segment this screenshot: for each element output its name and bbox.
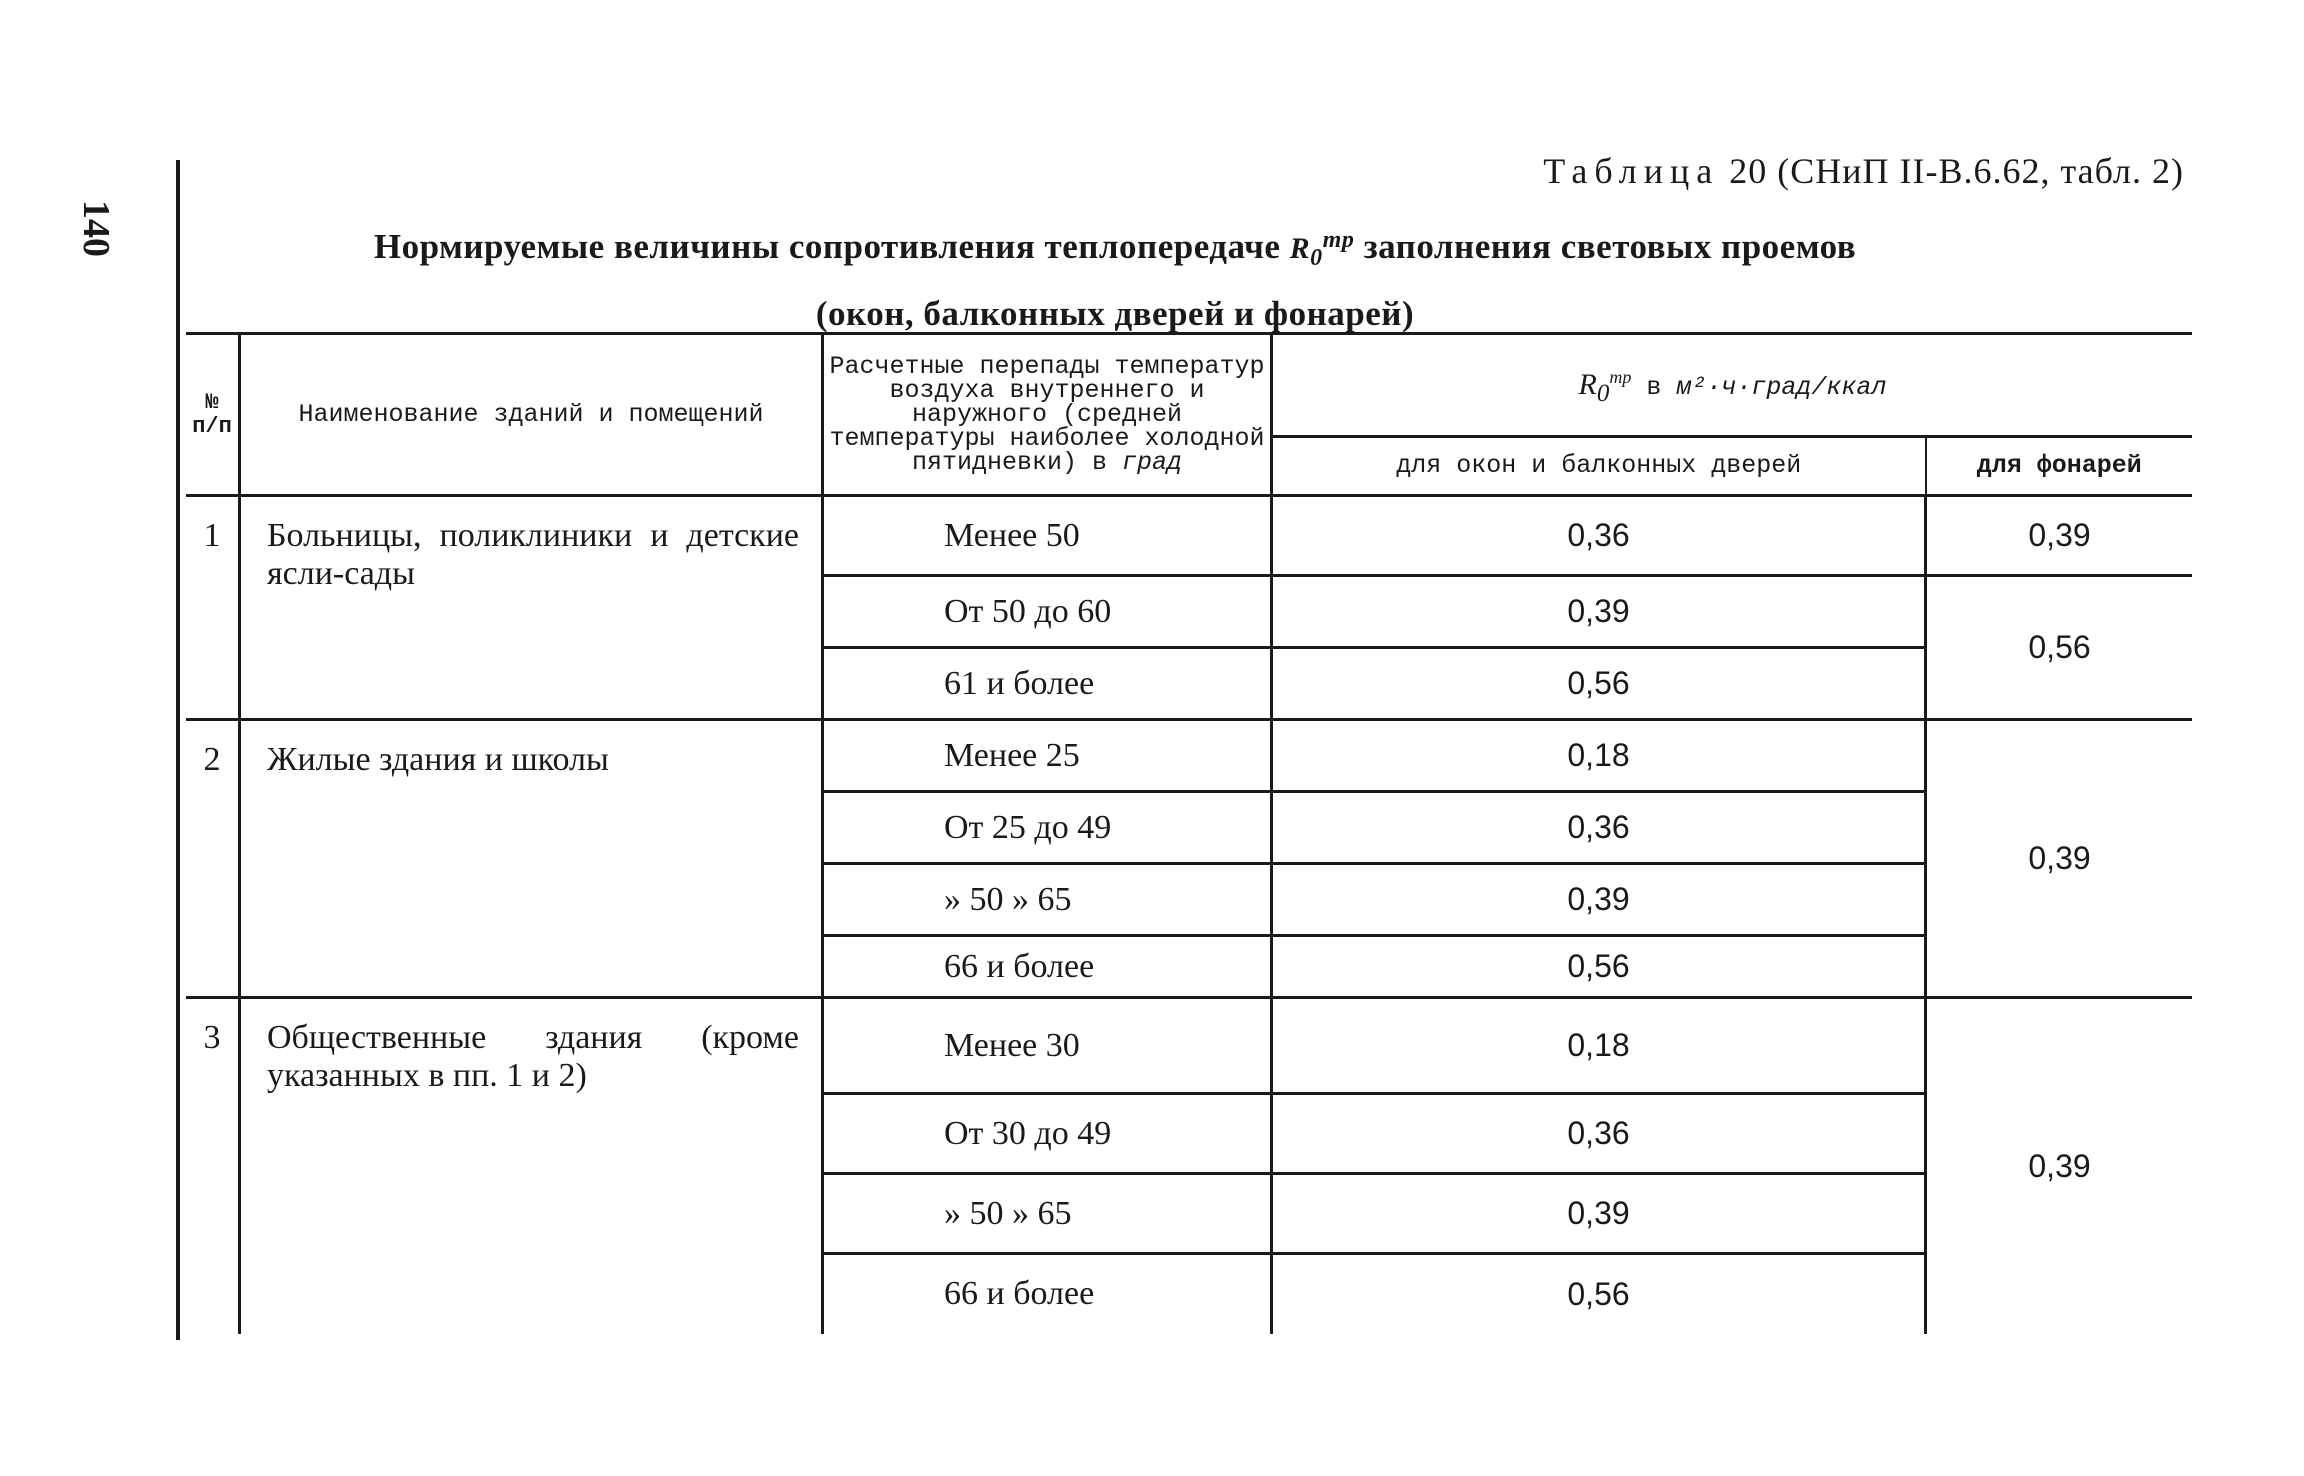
- temperature-range: Менее 25: [823, 720, 1272, 792]
- resistance-table: [186, 332, 2192, 1334]
- table-row: [186, 496, 2192, 576]
- temperature-range: Менее 50: [823, 496, 1272, 576]
- temperature-range: 66 и более: [823, 936, 1272, 998]
- building-type: Общественные здания (кроме указанных в пп. 1 и 2): [240, 998, 823, 1334]
- title-line-1: Нормируемые величины сопротивления теплопередаче $R_0^{тр}$ заполнения световых проемов: [373, 227, 1857, 271]
- header-windows: для окон и балконных дверей: [1272, 437, 1926, 496]
- header-skylights: для фонарей: [1926, 437, 2192, 496]
- skylights-value: 0,56: [1926, 576, 2192, 720]
- skylights-value: 0,39: [2028, 1147, 2091, 1184]
- skylights-value: 0,39: [1926, 496, 2192, 576]
- header-name: Наименование зданий и помещений: [240, 334, 823, 496]
- skylights-value: 0,39: [1926, 720, 2192, 998]
- building-type: Больницы, поликлиники и детские ясли-сады: [240, 496, 823, 720]
- table-row: [186, 998, 2192, 1094]
- windows-value: 0,56: [1272, 936, 1926, 998]
- header-num: № п/п: [186, 334, 240, 496]
- windows-value: 0,36: [1272, 792, 1926, 864]
- windows-value: 0,36: [1272, 496, 1926, 576]
- windows-value: 0,39: [1272, 576, 1926, 648]
- windows-value: 0,39: [1272, 864, 1926, 936]
- caption-reference: 20 (СНиП II-В.6.62, табл. 2): [1729, 151, 2184, 191]
- windows-value: 0,56: [1272, 648, 1926, 720]
- building-type: Жилые здания и школы: [240, 720, 823, 998]
- caption-label: Таблица: [1543, 151, 1720, 191]
- temperature-range: » 50 » 65: [823, 1174, 1272, 1254]
- table-caption: [1543, 150, 2184, 192]
- left-margin-rule: [176, 160, 180, 1340]
- table-body: [186, 496, 2192, 1334]
- temperature-range: 66 и более: [823, 1254, 1272, 1334]
- temperature-range: От 50 до 60: [823, 576, 1272, 648]
- group-number: 2: [186, 720, 240, 998]
- table-row: [186, 720, 2192, 792]
- table-title: [190, 212, 2040, 342]
- header-r-value: $R_0^{тр}$ в м²·ч·град/ккал: [1272, 334, 2193, 437]
- title-line-2: (окон, балконных дверей и фонарей): [815, 294, 1415, 333]
- temperature-range: От 25 до 49: [823, 792, 1272, 864]
- windows-value: 0,56: [1272, 1254, 1926, 1334]
- resistance-table-container: [186, 332, 2192, 1334]
- temperature-range: Менее 30: [823, 998, 1272, 1094]
- temperature-range: 61 и более: [823, 648, 1272, 720]
- header-range: Расчетные перепады температур воздуха внутреннего и наружного (средней температуры наиболее холодной пятидневки) в град: [823, 334, 1272, 496]
- windows-value: 0,36: [1272, 1094, 1926, 1174]
- page-number: 140: [75, 200, 117, 257]
- group-number: 3: [186, 998, 240, 1334]
- temperature-range: » 50 » 65: [823, 864, 1272, 936]
- windows-value: 0,18: [1272, 720, 1926, 792]
- group-number: 1: [186, 496, 240, 720]
- windows-value: 0,18: [1272, 998, 1926, 1094]
- temperature-range: От 30 до 49: [823, 1094, 1272, 1174]
- windows-value: 0,39: [1272, 1174, 1926, 1254]
- r-symbol: $R_0^{тр}$: [1289, 227, 1355, 271]
